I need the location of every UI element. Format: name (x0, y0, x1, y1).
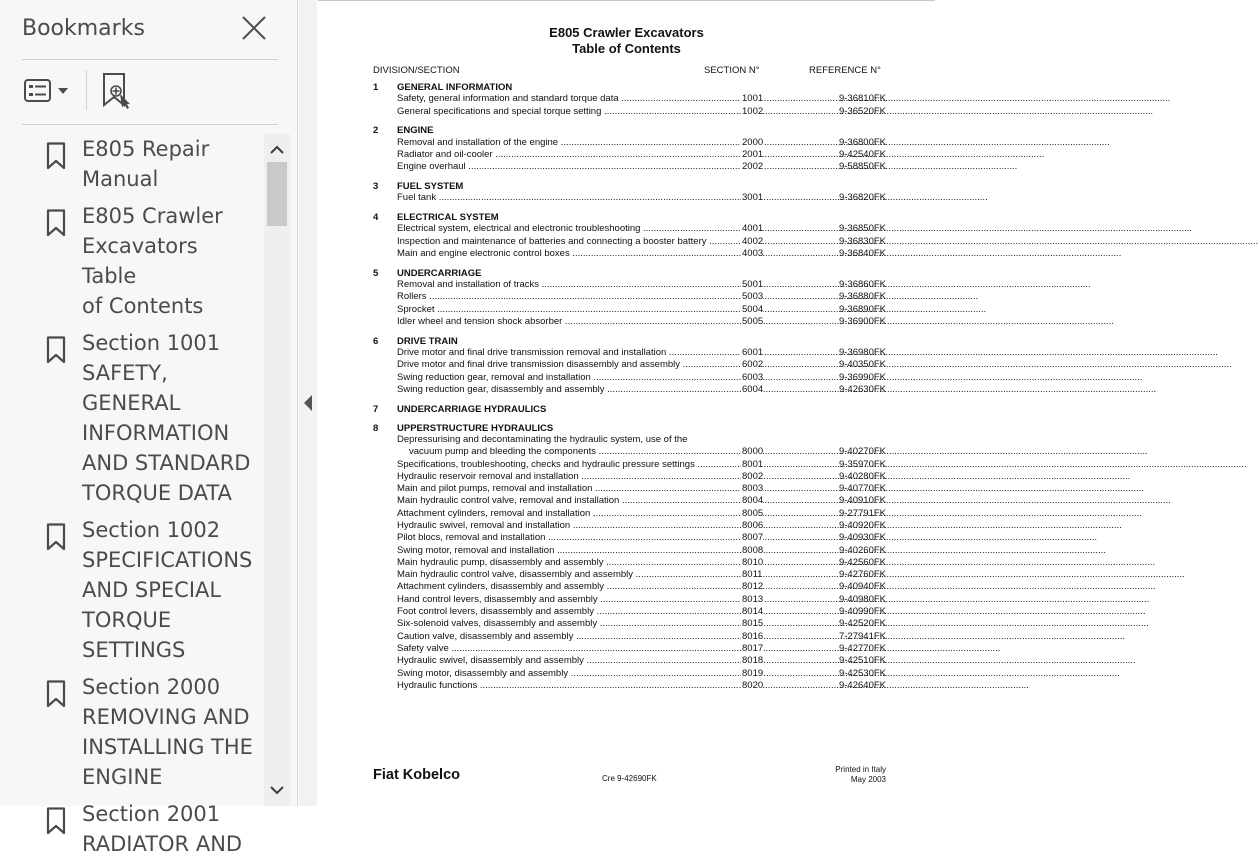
toc-section-number: 6001 (742, 347, 764, 359)
chevron-down-icon (264, 778, 290, 802)
division-heading (318, 334, 935, 346)
bookmark-label: Manual (82, 167, 159, 191)
toc-section-number: 8005 (742, 507, 764, 519)
toc-reference-number: 9-27791FK (838, 507, 886, 519)
toc-entry-title: Rollers ..... (397, 291, 764, 302)
toc-reference-number: 9-36860FK (838, 279, 886, 291)
toc-entry-title: Attachment cylinders, disassembly and assembly ..... (397, 581, 764, 592)
divider (22, 59, 278, 60)
toc-entry-title: Depressurising and decontaminating the hydraulic system, use of the (397, 433, 688, 445)
toc-entry-title: Hydraulic functions ..... (397, 680, 764, 691)
toc-row (318, 148, 935, 160)
toc-row (318, 358, 935, 370)
toc-section-number: 8020 (742, 679, 764, 691)
bookmark-item[interactable] (22, 328, 262, 508)
toc-reference-number: 9-36980FK (838, 347, 886, 359)
division-name: UNDERCARRIAGE (397, 267, 482, 279)
toc-reference-number: 9-36850FK (838, 223, 886, 235)
toc-reference-number: 9-35970FK (838, 458, 886, 470)
toc-row (318, 593, 935, 605)
toc-section-number: 8016 (742, 630, 764, 642)
toc-section-number: 8019 (742, 667, 764, 679)
toc-entry-title: Attachment cylinders, removal and installation ..... (397, 508, 764, 519)
table-of-contents (318, 80, 935, 691)
toc-reference-number: 9-36820FK (838, 192, 886, 204)
toc-row (318, 383, 935, 395)
toc-entry-title: Specifications, troubleshooting, checks and hydraulic pressure settings ..... (397, 459, 764, 470)
toc-section-number: 8014 (742, 606, 764, 618)
toc-entry-title: Swing reduction gear, disassembly and assembly ..... (397, 384, 764, 395)
toc-row (318, 544, 935, 556)
toc-row (318, 482, 935, 494)
bookmark-label: Section 2000 (82, 675, 221, 699)
division-heading (318, 421, 935, 433)
bookmark-label: SETTINGS (82, 638, 186, 662)
division-number: 4 (373, 212, 379, 224)
toc-row (318, 191, 935, 203)
toc-entry-title: Main and engine electronic control boxes ..... (397, 248, 764, 259)
bookmarks-panel-header (0, 0, 298, 60)
toc-section-number: 8001 (742, 458, 764, 470)
toc-section-number: 2002 (742, 161, 764, 173)
scroll-up-button[interactable] (264, 138, 290, 162)
toc-entry-title: Six-solenoid valves, disassembly and assembly ..... (397, 618, 764, 629)
toc-entry-title: Main and pilot pumps, removal and installation ..... (397, 483, 764, 494)
bookmark-label: ENGINE (82, 765, 163, 789)
toc-entry-title: Pilot blocs, removal and installation ..... (397, 532, 764, 543)
add-bookmark-icon (98, 68, 138, 112)
bookmark-label: of Contents (82, 294, 204, 318)
toc-reference-number: 9-40940FK (838, 581, 886, 593)
bookmark-label: TORQUE (82, 608, 172, 632)
toc-section-number: 8003 (742, 483, 764, 495)
toc-reference-number: 9-40990FK (838, 606, 886, 618)
toc-section-number: 1002 (742, 105, 764, 117)
toc-reference-number: 9-42640FK (838, 679, 886, 691)
bookmark-label: AND SPECIAL (82, 578, 222, 602)
toc-row (318, 278, 935, 290)
toc-row (318, 556, 935, 568)
toc-reference-number: 9-42530FK (838, 667, 886, 679)
toc-row (318, 679, 935, 691)
division-name: UPPERSTRUCTURE HYDRAULICS (397, 422, 554, 434)
toc-reference-number: 9-42630FK (838, 384, 886, 396)
bookmark-label: Excavators Table (82, 234, 198, 288)
toc-row (318, 235, 935, 247)
bookmark-icon (46, 523, 66, 551)
close-icon (238, 12, 270, 44)
toc-row (318, 654, 935, 666)
toc-reference-number: 9-40270FK (838, 446, 886, 458)
divider (22, 124, 278, 125)
toc-entry-title: Hydraulic swivel, disassembly and assembly ..... (397, 655, 764, 666)
chevron-up-icon (264, 138, 290, 162)
bookmark-icon (46, 807, 66, 835)
bookmark-label: E805 Crawler (82, 204, 223, 228)
toc-reference-number: 9-42770FK (838, 642, 886, 654)
toc-row (318, 470, 935, 482)
bookmark-label: RADIATOR AND (82, 832, 243, 856)
toc-entry-title: Drive motor and final drive transmission disassembly and assembly ..... (397, 359, 764, 370)
toc-row (318, 160, 935, 172)
footer-printed-in: Printed in Italy (835, 765, 886, 774)
bookmark-label: Section 1001 (82, 331, 221, 355)
bookmark-item[interactable] (22, 201, 262, 321)
bookmark-label: TORQUE DATA (82, 481, 232, 505)
toc-entry-title: Swing motor, disassembly and assembly ..... (397, 668, 764, 679)
division-name: ENGINE (397, 125, 434, 137)
toc-row (318, 667, 935, 679)
close-panel-button[interactable] (238, 12, 270, 44)
scroll-down-button[interactable] (264, 778, 290, 802)
bookmark-icon (46, 142, 66, 170)
toc-section-number: 8013 (742, 593, 764, 605)
toc-reference-number: 9-36800FK (838, 136, 886, 148)
toc-entry-title: Sprocket ..... (397, 304, 764, 315)
toc-row (318, 617, 935, 629)
toc-section-number: 8011 (742, 569, 763, 581)
toc-section-number: 4001 (742, 223, 764, 235)
toc-reference-number: 9-40920FK (838, 520, 886, 531)
toc-entry-title: Main hydraulic control valve, removal and installation ..... (397, 495, 764, 506)
division-heading (318, 210, 935, 222)
division-number: 7 (373, 403, 379, 415)
bookmark-item[interactable] (22, 515, 262, 665)
toc-reference-number: 9-42560FK (838, 556, 886, 568)
toc-section-number: 8000 (742, 446, 764, 458)
toc-reference-number: 9-36520FK (838, 105, 886, 117)
bookmark-list (22, 134, 262, 856)
division-heading (318, 402, 935, 414)
toc-section-number: 8007 (742, 532, 764, 544)
toc-entry-title: Electrical system, electrical and electronic troubleshooting ..... (397, 223, 764, 234)
toc-entry-title: Drive motor and final drive transmission removal and installation ..... (397, 347, 764, 358)
footer-document-code: Cre 9-42690FK (602, 774, 657, 783)
toc-row (318, 371, 935, 383)
toc-row (318, 580, 935, 592)
toc-reference-number: 9-40770FK (838, 483, 886, 495)
collapse-panel-handle[interactable] (299, 0, 317, 806)
toc-row (318, 315, 935, 327)
footer-print-info (786, 765, 886, 785)
division-number: 1 (373, 82, 379, 93)
toc-entry-title: Removal and installation of the engine ..... (397, 137, 764, 148)
bookmark-item[interactable] (22, 134, 262, 194)
toc-row (318, 346, 935, 358)
division-name: ELECTRICAL SYSTEM (397, 212, 499, 224)
footer-brand: Fiat Kobelco (373, 767, 461, 783)
column-header-reference: REFERENCE N° (809, 65, 881, 76)
toc-entry-title: Removal and installation of tracks ..... (397, 279, 764, 290)
toc-section-number: 2000 (742, 136, 764, 148)
bookmark-label: SPECIFICATIONS (82, 548, 253, 572)
toc-entry-title: Safety, general information and standard torque data ..... (397, 93, 764, 104)
toc-section-number: 3001 (742, 192, 764, 204)
toc-section-number: 6003 (742, 371, 764, 383)
toc-section-number: 2001 (742, 148, 764, 160)
toc-row (318, 642, 935, 654)
division-heading (318, 179, 935, 191)
toc-section-number: 8006 (742, 520, 764, 531)
bookmark-label: Section 1002 (82, 518, 221, 542)
toc-entry-title: Engine overhaul ..... (397, 161, 764, 172)
toc-reference-number: 9-42510FK (838, 655, 886, 667)
toc-section-number: 8017 (742, 642, 764, 654)
division-heading (318, 80, 935, 92)
toc-section-number: 8010 (742, 556, 764, 568)
footer-date: May 2003 (850, 775, 886, 784)
toc-row (318, 433, 935, 445)
toc-reference-number: 9-42760FK (838, 569, 886, 581)
toc-entry-title: Swing motor, removal and installation ..... (397, 545, 764, 556)
toc-reference-number: 9-36990FK (838, 371, 886, 383)
toc-reference-number: 7-27941FK (838, 630, 886, 642)
toc-entry-title: Inspection and maintenance of batteries and connecting a booster battery ..... (397, 236, 764, 247)
toc-section-number: 8002 (742, 470, 764, 482)
toc-entry-title: Caution valve, disassembly and assembly ..... (397, 631, 764, 642)
division-name: GENERAL INFORMATION (397, 82, 513, 93)
toc-entry-title: General specifications and special torque setting ..... (397, 106, 764, 117)
bookmark-label: AND STANDARD (82, 451, 251, 475)
toc-row (318, 92, 935, 104)
division-number: 5 (373, 267, 379, 279)
toc-section-number: 5003 (742, 291, 764, 303)
toc-row (318, 630, 935, 642)
toc-section-number: 4002 (742, 235, 764, 247)
bookmark-label: REMOVING AND (82, 705, 250, 729)
toc-section-number: 8012 (742, 581, 764, 593)
toc-row (318, 222, 935, 234)
toc-reference-number: 9-40260FK (838, 544, 886, 556)
toc-section-number: 8018 (742, 655, 764, 667)
bookmark-icon (46, 680, 66, 708)
toc-entry-title: Fuel tank ..... (397, 192, 764, 203)
division-number: 2 (373, 125, 379, 137)
toc-section-number: 5005 (742, 316, 764, 328)
bookmark-list-scrollbar[interactable] (264, 134, 290, 806)
toc-row (318, 531, 935, 543)
toc-entry-title: Hydraulic reservoir removal and installation ..... (397, 471, 764, 482)
toc-entry-title: Main hydraulic control valve, disassembly and assembly ..... (397, 569, 764, 580)
toc-row (318, 247, 935, 259)
toc-section-number: 6004 (742, 384, 764, 396)
column-header-division: DIVISION/SECTION (373, 65, 460, 76)
bookmark-label: INFORMATION (82, 421, 230, 445)
toc-reference-number: 9-42540FK (838, 148, 886, 160)
toc-row (318, 105, 935, 117)
bookmarks-panel (0, 0, 298, 856)
division-number: 3 (373, 181, 379, 193)
toc-row (318, 605, 935, 617)
toc-reference-number: 9-40930FK (838, 532, 886, 544)
toc-entry-title: Main hydraulic pump, disassembly and assembly ..... (397, 557, 764, 568)
toc-entry-title: Hand control levers, disassembly and assembly ..... (397, 594, 764, 605)
toc-reference-number: 9-36810FK (838, 93, 886, 105)
toc-reference-number: 9-40910FK (838, 495, 886, 507)
toc-entry-title: Radiator and oil-cooler ..... (397, 149, 764, 160)
toc-row (318, 303, 935, 315)
toc-entry-title: vacuum pump and bleeding the components ..... (409, 446, 776, 457)
toc-reference-number: 9-40280FK (838, 470, 886, 482)
bookmark-label: Section 2001 (82, 802, 221, 826)
toc-section-number: 6002 (742, 359, 764, 371)
bookmark-options-button[interactable] (22, 72, 72, 112)
toc-reference-number: 9-40350FK (838, 359, 886, 371)
toc-row (318, 136, 935, 148)
division-name: DRIVE TRAIN (397, 335, 458, 347)
toc-reference-number: 9-58850FK (838, 161, 886, 173)
toc-row (318, 494, 935, 506)
toc-section-number: 8004 (742, 495, 764, 507)
bookmark-label: SAFETY, GENERAL (82, 361, 181, 415)
division-number: 8 (373, 422, 379, 434)
toc-row (318, 290, 935, 302)
toc-reference-number: 9-36890FK (838, 303, 886, 315)
division-heading (318, 266, 935, 278)
toc-section-number: 8008 (742, 544, 764, 556)
document-title: E805 Crawler Excavators (549, 25, 704, 40)
bookmark-icon (46, 209, 66, 237)
toolbar-divider (86, 70, 87, 110)
bookmark-options-icon (22, 72, 72, 112)
toc-entry-title: Idler wheel and tension shock absorber ..... (397, 316, 764, 327)
toc-reference-number: 9-36840FK (838, 248, 886, 260)
document-subtitle: Table of Contents (572, 41, 681, 56)
toc-row (318, 507, 935, 519)
toc-entry-title: Swing reduction gear, removal and installation ..... (397, 372, 764, 383)
toc-entry-title: Safety valve ..... (397, 643, 764, 654)
toc-section-number: 1001 (742, 93, 764, 105)
division-number: 6 (373, 335, 379, 347)
bookmark-label: INSTALLING THE (82, 735, 253, 759)
add-bookmark-button[interactable] (98, 68, 138, 112)
toc-entry-title: Foot control levers, disassembly and assembly ..... (397, 606, 764, 617)
bookmark-item[interactable] (22, 799, 262, 859)
toc-reference-number: 9-42520FK (838, 618, 886, 630)
toc-row (318, 568, 935, 580)
bookmarks-toolbar (0, 62, 298, 124)
bookmarks-panel-title: Bookmarks (22, 16, 145, 41)
document-page (318, 0, 935, 806)
toc-row (318, 445, 935, 457)
toc-row (318, 458, 935, 470)
toc-entry-title: Hydraulic swivel, removal and installation ..... (397, 520, 764, 531)
bookmark-icon (46, 336, 66, 364)
toc-section-number: 4003 (742, 248, 764, 260)
toc-reference-number: 9-36830FK (838, 235, 886, 247)
collapse-arrow-icon (302, 394, 314, 412)
column-header-section: SECTION N° (704, 65, 760, 76)
division-heading (318, 123, 935, 135)
toc-reference-number: 9-40980FK (838, 593, 886, 605)
toc-section-number: 8015 (742, 618, 764, 630)
scroll-thumb[interactable] (267, 162, 287, 226)
division-name: UNDERCARRIAGE HYDRAULICS (397, 403, 547, 415)
toc-row (318, 519, 935, 531)
toc-reference-number: 9-36880FK (838, 291, 886, 303)
toc-section-number: 5001 (742, 279, 764, 291)
toc-reference-number: 9-36900FK (838, 316, 886, 328)
bookmark-label: E805 Repair (82, 137, 210, 161)
bookmark-item[interactable] (22, 672, 262, 792)
toc-section-number: 5004 (742, 303, 764, 315)
division-name: FUEL SYSTEM (397, 181, 464, 193)
